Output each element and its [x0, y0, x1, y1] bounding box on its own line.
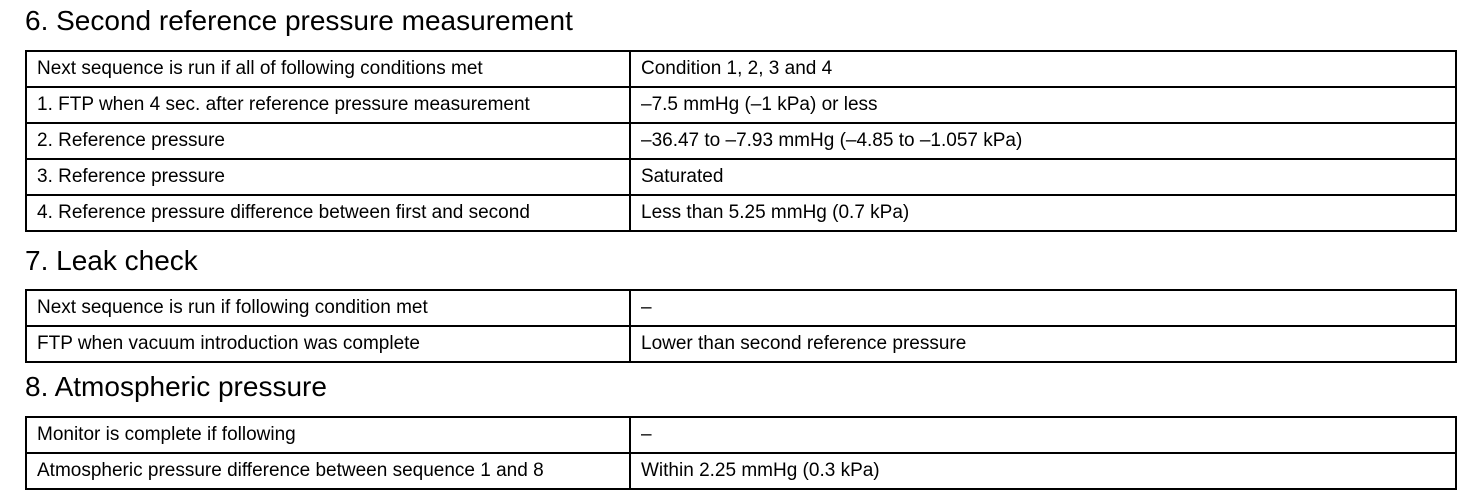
condition-cell: 4. Reference pressure difference between first and second: [26, 195, 630, 231]
table-row: [26, 51, 1456, 87]
table-row: [26, 87, 1456, 123]
value-cell: –36.47 to –7.93 mmHg (–4.85 to –1.057 kPa): [630, 123, 1456, 159]
section-title-atmospheric-pressure: 8. Atmospheric pressure: [25, 371, 327, 402]
table-row: [26, 417, 1456, 453]
table-row: [26, 290, 1456, 326]
condition-cell: Monitor is complete if following: [26, 417, 630, 453]
condition-cell: 1. FTP when 4 sec. after reference pressure measurement: [26, 87, 630, 123]
value-cell: Less than 5.25 mmHg (0.7 kPa): [630, 195, 1456, 231]
section-title-second-reference-pressure: 6. Second reference pressure measurement: [25, 5, 573, 36]
condition-cell: Next sequence is run if following condition met: [26, 290, 630, 326]
atmospheric-pressure-table: [25, 416, 1457, 490]
leak-check-table: [25, 289, 1457, 363]
value-cell: Lower than second reference pressure: [630, 326, 1456, 362]
value-cell: –7.5 mmHg (–1 kPa) or less: [630, 87, 1456, 123]
value-cell: Saturated: [630, 159, 1456, 195]
table-row: [26, 159, 1456, 195]
condition-cell: 3. Reference pressure: [26, 159, 630, 195]
section-title-leak-check: 7. Leak check: [25, 245, 198, 276]
condition-cell: 2. Reference pressure: [26, 123, 630, 159]
condition-cell: Next sequence is run if all of following conditions met: [26, 51, 630, 87]
condition-cell: FTP when vacuum introduction was complete: [26, 326, 630, 362]
condition-cell: Atmospheric pressure difference between sequence 1 and 8: [26, 453, 630, 489]
second-reference-pressure-table: [25, 50, 1457, 232]
table-row: [26, 123, 1456, 159]
table-row: [26, 453, 1456, 489]
value-cell: Condition 1, 2, 3 and 4: [630, 51, 1456, 87]
value-cell: –: [630, 290, 1456, 326]
value-cell: Within 2.25 mmHg (0.3 kPa): [630, 453, 1456, 489]
table-row: [26, 326, 1456, 362]
table-row: [26, 195, 1456, 231]
value-cell: –: [630, 417, 1456, 453]
